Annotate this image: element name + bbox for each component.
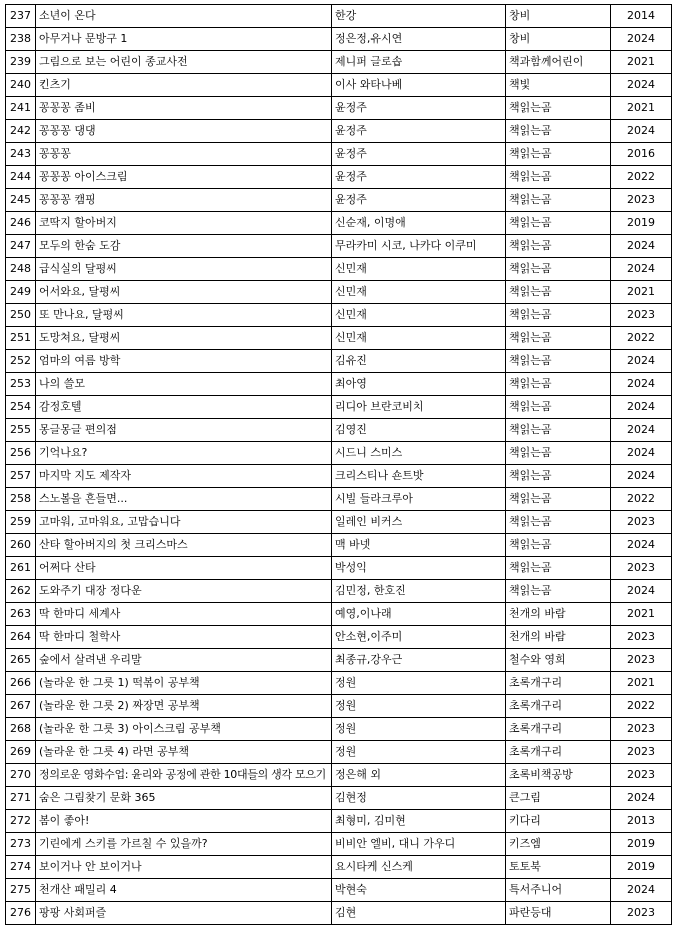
book-title: 숨은 그림찾기 문화 365 [36, 787, 332, 810]
publish-year: 2013 [611, 810, 672, 833]
table-row [6, 672, 672, 695]
book-publisher: 토토북 [506, 856, 611, 879]
book-author: 김민정, 한호진 [332, 580, 506, 603]
book-title: 킨츠기 [36, 74, 332, 97]
book-title: 고마워, 고마워요, 고맙습니다 [36, 511, 332, 534]
table-row [6, 557, 672, 580]
row-number: 242 [6, 120, 36, 143]
book-publisher: 초록개구리 [506, 695, 611, 718]
publish-year: 2024 [611, 74, 672, 97]
book-publisher: 책읽는곰 [506, 557, 611, 580]
book-publisher: 책읽는곰 [506, 281, 611, 304]
publish-year: 2024 [611, 235, 672, 258]
table-row [6, 327, 672, 350]
publish-year: 2023 [611, 626, 672, 649]
book-author: 비비안 엘비, 대니 가우디 [332, 833, 506, 856]
book-title: (놀라운 한 그릇 1) 떡볶이 공부책 [36, 672, 332, 695]
row-number: 241 [6, 97, 36, 120]
book-publisher: 책읽는곰 [506, 212, 611, 235]
row-number: 248 [6, 258, 36, 281]
book-title: 모두의 한숨 도감 [36, 235, 332, 258]
row-number: 239 [6, 51, 36, 74]
table-row [6, 28, 672, 51]
book-author: 무라카미 시코, 나카다 이쿠미 [332, 235, 506, 258]
publish-year: 2024 [611, 396, 672, 419]
book-author: 시빌 들라크루아 [332, 488, 506, 511]
table-row [6, 281, 672, 304]
book-title: (놀라운 한 그릇 4) 라면 공부책 [36, 741, 332, 764]
book-title: 정의로운 영화수업: 윤리와 공정에 관한 10대들의 생각 모으기 [36, 764, 332, 787]
book-publisher: 책읽는곰 [506, 143, 611, 166]
book-author: 신민재 [332, 327, 506, 350]
book-author: 최아영 [332, 373, 506, 396]
book-author: 신순재, 이명애 [332, 212, 506, 235]
book-publisher: 초록개구리 [506, 741, 611, 764]
row-number: 268 [6, 718, 36, 741]
table-body [6, 5, 672, 925]
book-author: 정은해 외 [332, 764, 506, 787]
book-publisher: 창비 [506, 28, 611, 51]
book-publisher: 특서주니어 [506, 879, 611, 902]
table-row [6, 879, 672, 902]
table-row [6, 695, 672, 718]
book-title: 마지막 지도 제작자 [36, 465, 332, 488]
publish-year: 2021 [611, 603, 672, 626]
book-author: 윤정주 [332, 143, 506, 166]
table-row [6, 534, 672, 557]
book-title: 숲에서 살려낸 우리말 [36, 649, 332, 672]
row-number: 240 [6, 74, 36, 97]
row-number: 237 [6, 5, 36, 28]
row-number: 255 [6, 419, 36, 442]
book-title: 꽁꽁꽁 [36, 143, 332, 166]
book-author: 박현숙 [332, 879, 506, 902]
row-number: 245 [6, 189, 36, 212]
book-author: 윤정주 [332, 120, 506, 143]
book-publisher: 책읽는곰 [506, 511, 611, 534]
book-publisher: 철수와 영희 [506, 649, 611, 672]
book-title: 딱 한마디 철학사 [36, 626, 332, 649]
book-author: 예영,이나래 [332, 603, 506, 626]
table-row [6, 580, 672, 603]
row-number: 260 [6, 534, 36, 557]
table-row [6, 764, 672, 787]
table-row [6, 120, 672, 143]
publish-year: 2023 [611, 764, 672, 787]
book-author: 신민재 [332, 281, 506, 304]
book-title: 도와주기 대장 정다운 [36, 580, 332, 603]
row-number: 273 [6, 833, 36, 856]
row-number: 246 [6, 212, 36, 235]
book-author: 제니퍼 글로솝 [332, 51, 506, 74]
row-number: 243 [6, 143, 36, 166]
book-publisher: 책읽는곰 [506, 419, 611, 442]
book-publisher: 책읽는곰 [506, 235, 611, 258]
book-title: 꽁꽁꽁 댕댕 [36, 120, 332, 143]
book-title: 팡팡 사회퍼즐 [36, 902, 332, 925]
table-row [6, 166, 672, 189]
row-number: 238 [6, 28, 36, 51]
publish-year: 2016 [611, 143, 672, 166]
book-publisher: 창비 [506, 5, 611, 28]
book-publisher: 책읽는곰 [506, 534, 611, 557]
book-publisher: 책읽는곰 [506, 97, 611, 120]
table-row [6, 258, 672, 281]
publish-year: 2024 [611, 373, 672, 396]
book-publisher: 초록비책공방 [506, 764, 611, 787]
book-publisher: 책읽는곰 [506, 373, 611, 396]
book-author: 윤정주 [332, 166, 506, 189]
row-number: 265 [6, 649, 36, 672]
book-title: 나의 쓸모 [36, 373, 332, 396]
table-row [6, 5, 672, 28]
table-row [6, 649, 672, 672]
publish-year: 2021 [611, 281, 672, 304]
book-author: 박성익 [332, 557, 506, 580]
table-row [6, 603, 672, 626]
book-title: 기억나요? [36, 442, 332, 465]
book-publisher: 파란등대 [506, 902, 611, 925]
publish-year: 2022 [611, 327, 672, 350]
row-number: 253 [6, 373, 36, 396]
row-number: 250 [6, 304, 36, 327]
book-title: 엄마의 여름 방학 [36, 350, 332, 373]
book-publisher: 책읽는곰 [506, 442, 611, 465]
publish-year: 2024 [611, 120, 672, 143]
publish-year: 2024 [611, 465, 672, 488]
row-number: 257 [6, 465, 36, 488]
book-publisher: 천개의 바람 [506, 626, 611, 649]
publish-year: 2023 [611, 649, 672, 672]
table-row [6, 235, 672, 258]
book-title: 꽁꽁꽁 아이스크림 [36, 166, 332, 189]
book-title: 어쩌다 산타 [36, 557, 332, 580]
table-row [6, 97, 672, 120]
book-title: 꽁꽁꽁 캠핑 [36, 189, 332, 212]
book-title: 감정호텔 [36, 396, 332, 419]
book-publisher: 책읽는곰 [506, 580, 611, 603]
book-title: 소년이 온다 [36, 5, 332, 28]
book-title: 어서와요, 달평씨 [36, 281, 332, 304]
table-row [6, 304, 672, 327]
book-publisher: 키즈엠 [506, 833, 611, 856]
book-publisher: 책읽는곰 [506, 327, 611, 350]
table-row [6, 350, 672, 373]
table-row [6, 902, 672, 925]
table-row [6, 718, 672, 741]
book-title: 천개산 패밀리 4 [36, 879, 332, 902]
book-title: 보이거나 안 보이거나 [36, 856, 332, 879]
book-author: 정원 [332, 741, 506, 764]
book-publisher: 키다리 [506, 810, 611, 833]
book-author: 정은정,유시연 [332, 28, 506, 51]
row-number: 254 [6, 396, 36, 419]
row-number: 269 [6, 741, 36, 764]
book-title: (놀라운 한 그릇 2) 짜장면 공부책 [36, 695, 332, 718]
row-number: 244 [6, 166, 36, 189]
table-row [6, 74, 672, 97]
book-publisher: 책읽는곰 [506, 396, 611, 419]
publish-year: 2024 [611, 258, 672, 281]
table-row [6, 396, 672, 419]
row-number: 258 [6, 488, 36, 511]
row-number: 259 [6, 511, 36, 534]
book-author: 김현정 [332, 787, 506, 810]
book-author: 김유진 [332, 350, 506, 373]
table-row [6, 465, 672, 488]
book-title: 몽글몽글 편의점 [36, 419, 332, 442]
row-number: 256 [6, 442, 36, 465]
table-row [6, 810, 672, 833]
publish-year: 2023 [611, 189, 672, 212]
row-number: 252 [6, 350, 36, 373]
table-row [6, 741, 672, 764]
table-row [6, 488, 672, 511]
book-publisher: 책읽는곰 [506, 120, 611, 143]
publish-year: 2022 [611, 695, 672, 718]
publish-year: 2024 [611, 442, 672, 465]
publish-year: 2024 [611, 28, 672, 51]
book-author: 신민재 [332, 304, 506, 327]
table-row [6, 511, 672, 534]
book-publisher: 책빛 [506, 74, 611, 97]
row-number: 266 [6, 672, 36, 695]
book-author: 정원 [332, 718, 506, 741]
book-title: 스노볼을 흔들면... [36, 488, 332, 511]
publish-year: 2021 [611, 51, 672, 74]
publish-year: 2019 [611, 212, 672, 235]
book-author: 김현 [332, 902, 506, 925]
book-author: 한강 [332, 5, 506, 28]
book-author: 신민재 [332, 258, 506, 281]
publish-year: 2024 [611, 534, 672, 557]
row-number: 274 [6, 856, 36, 879]
publish-year: 2023 [611, 304, 672, 327]
publish-year: 2021 [611, 97, 672, 120]
publish-year: 2019 [611, 833, 672, 856]
row-number: 272 [6, 810, 36, 833]
publish-year: 2021 [611, 672, 672, 695]
book-author: 리디아 브란코비치 [332, 396, 506, 419]
book-author: 정원 [332, 695, 506, 718]
row-number: 264 [6, 626, 36, 649]
publish-year: 2024 [611, 879, 672, 902]
book-publisher: 천개의 바람 [506, 603, 611, 626]
publish-year: 2023 [611, 557, 672, 580]
book-title: 봄이 좋아! [36, 810, 332, 833]
book-title: 급식실의 달평씨 [36, 258, 332, 281]
row-number: 271 [6, 787, 36, 810]
book-title: 기린에게 스키를 가르칠 수 있을까? [36, 833, 332, 856]
book-publisher: 책읽는곰 [506, 350, 611, 373]
book-title: 코딱지 할아버지 [36, 212, 332, 235]
publish-year: 2023 [611, 741, 672, 764]
book-publisher: 책읽는곰 [506, 258, 611, 281]
book-author: 안소현,이주미 [332, 626, 506, 649]
book-title: (놀라운 한 그릇 3) 아이스크림 공부책 [36, 718, 332, 741]
book-publisher: 책읽는곰 [506, 189, 611, 212]
book-author: 최형미, 김미현 [332, 810, 506, 833]
row-number: 251 [6, 327, 36, 350]
book-author: 이사 와타나베 [332, 74, 506, 97]
book-author: 정원 [332, 672, 506, 695]
book-publisher: 초록개구리 [506, 718, 611, 741]
book-title: 아무거나 문방구 1 [36, 28, 332, 51]
book-title: 도망쳐요, 달평씨 [36, 327, 332, 350]
publish-year: 2024 [611, 419, 672, 442]
publish-year: 2023 [611, 718, 672, 741]
table-row [6, 442, 672, 465]
book-title: 딱 한마디 세계사 [36, 603, 332, 626]
publish-year: 2023 [611, 902, 672, 925]
book-title: 그림으로 보는 어린이 종교사전 [36, 51, 332, 74]
book-author: 크리스티나 숀트밧 [332, 465, 506, 488]
table-row [6, 212, 672, 235]
publish-year: 2024 [611, 787, 672, 810]
row-number: 275 [6, 879, 36, 902]
book-publisher: 책읽는곰 [506, 488, 611, 511]
book-publisher: 책과함께어린이 [506, 51, 611, 74]
book-author: 최종규,강우근 [332, 649, 506, 672]
book-publisher: 초록개구리 [506, 672, 611, 695]
book-publisher: 책읽는곰 [506, 166, 611, 189]
row-number: 262 [6, 580, 36, 603]
row-number: 270 [6, 764, 36, 787]
publish-year: 2019 [611, 856, 672, 879]
table-row [6, 373, 672, 396]
row-number: 276 [6, 902, 36, 925]
publish-year: 2022 [611, 488, 672, 511]
row-number: 261 [6, 557, 36, 580]
book-author: 요시타케 신스케 [332, 856, 506, 879]
book-title: 산타 할아버지의 첫 크리스마스 [36, 534, 332, 557]
book-publisher: 큰그림 [506, 787, 611, 810]
table-row [6, 143, 672, 166]
book-publisher: 책읽는곰 [506, 465, 611, 488]
table-row [6, 51, 672, 74]
table-row [6, 856, 672, 879]
table-row [6, 833, 672, 856]
row-number: 249 [6, 281, 36, 304]
table-row [6, 626, 672, 649]
publish-year: 2024 [611, 350, 672, 373]
book-author: 김영진 [332, 419, 506, 442]
book-author: 윤정주 [332, 97, 506, 120]
book-list-table [5, 4, 672, 925]
book-title: 또 만나요, 달평씨 [36, 304, 332, 327]
book-author: 일레인 비커스 [332, 511, 506, 534]
book-author: 맥 바넷 [332, 534, 506, 557]
publish-year: 2014 [611, 5, 672, 28]
publish-year: 2023 [611, 511, 672, 534]
row-number: 263 [6, 603, 36, 626]
publish-year: 2024 [611, 580, 672, 603]
book-publisher: 책읽는곰 [506, 304, 611, 327]
table-row [6, 419, 672, 442]
table-row [6, 189, 672, 212]
row-number: 267 [6, 695, 36, 718]
row-number: 247 [6, 235, 36, 258]
publish-year: 2022 [611, 166, 672, 189]
book-author: 시드니 스미스 [332, 442, 506, 465]
book-author: 윤정주 [332, 189, 506, 212]
book-title: 꽁꽁꽁 좀비 [36, 97, 332, 120]
table-row [6, 787, 672, 810]
